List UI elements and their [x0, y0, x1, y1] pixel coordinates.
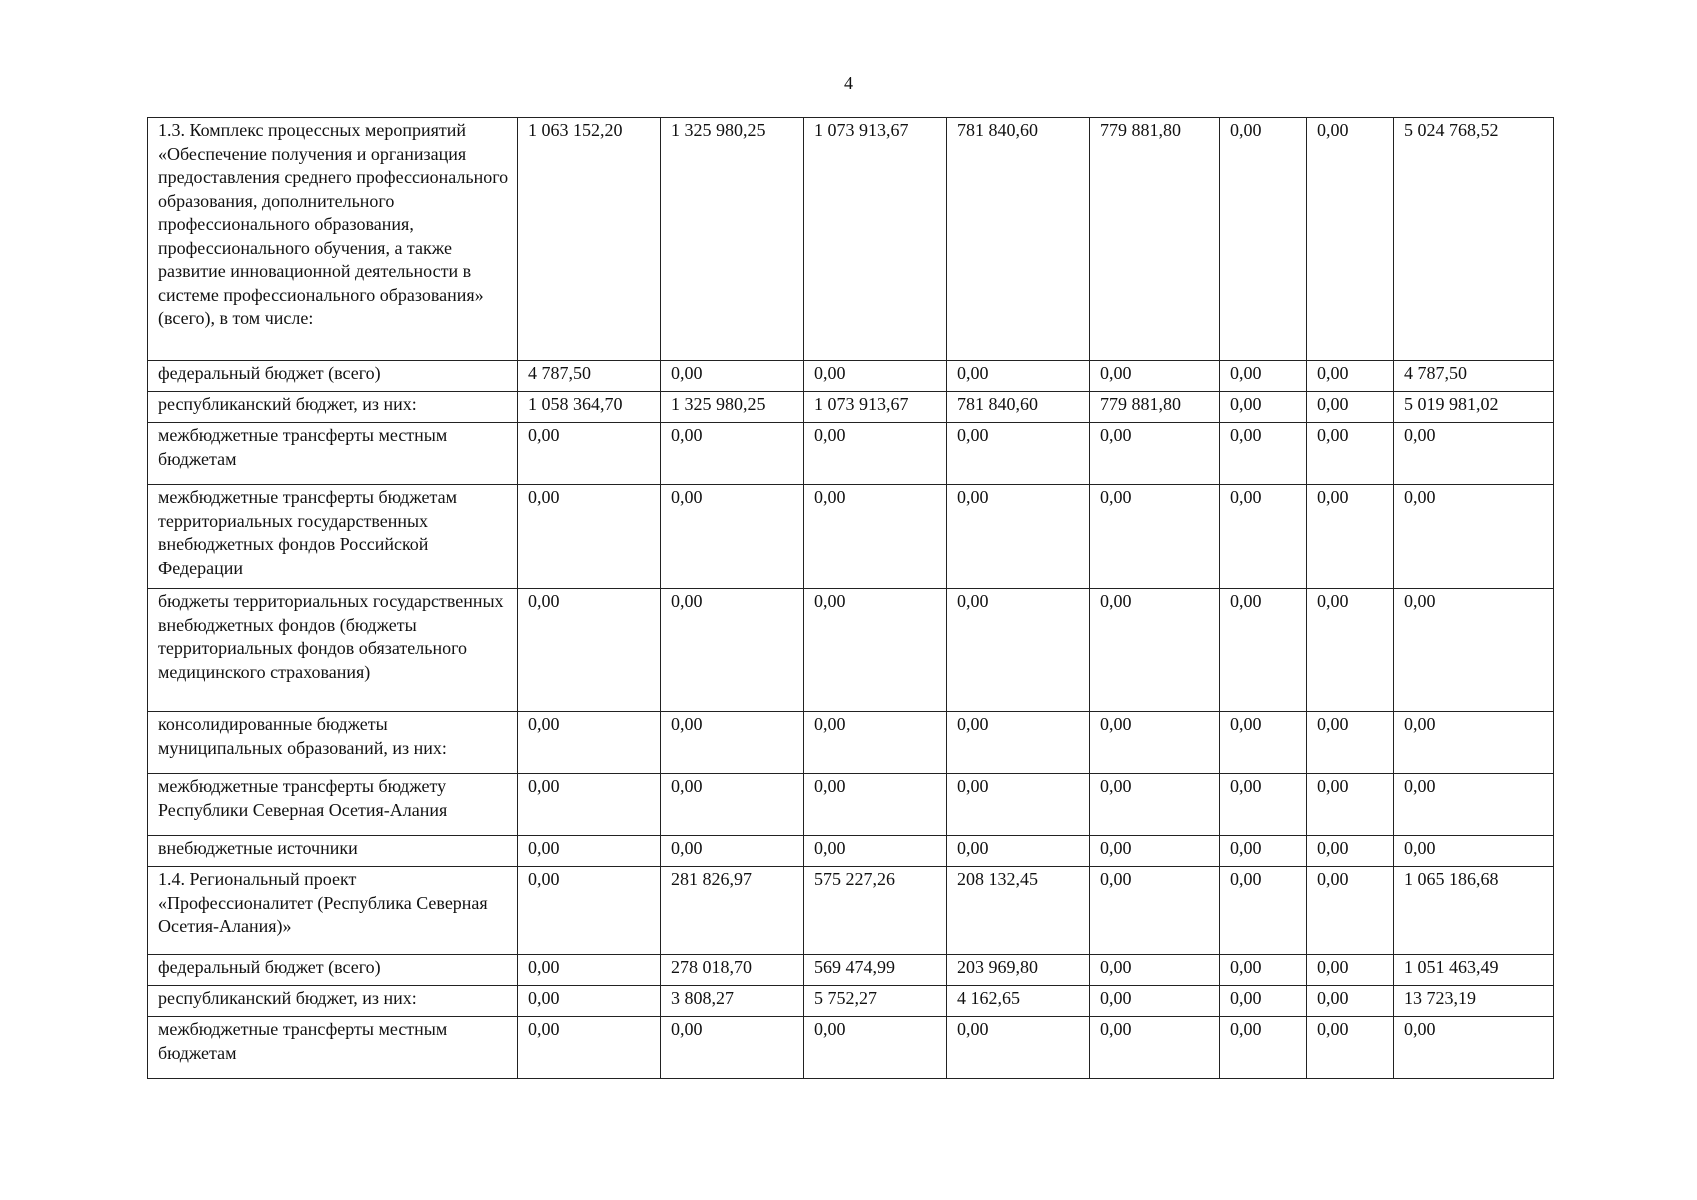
- value-cell: 0,00: [518, 423, 661, 485]
- value-cell: 569 474,99: [804, 955, 947, 986]
- value-cell: 0,00: [804, 774, 947, 836]
- value-cell: 0,00: [1307, 986, 1394, 1017]
- table-row: [148, 1017, 1554, 1079]
- value-cell: 0,00: [1090, 423, 1220, 485]
- value-cell: 0,00: [1220, 836, 1307, 867]
- value-cell: 0,00: [1220, 955, 1307, 986]
- value-cell: 0,00: [1307, 485, 1394, 589]
- value-cell: 0,00: [661, 1017, 804, 1079]
- value-cell: 0,00: [947, 361, 1090, 392]
- value-cell: 0,00: [661, 712, 804, 774]
- value-cell: 278 018,70: [661, 955, 804, 986]
- value-cell: 1 065 186,68: [1394, 867, 1554, 955]
- value-cell: 0,00: [518, 1017, 661, 1079]
- value-cell: 0,00: [518, 867, 661, 955]
- value-cell: 0,00: [518, 485, 661, 589]
- value-cell: 0,00: [1394, 423, 1554, 485]
- value-cell: 0,00: [1307, 774, 1394, 836]
- value-cell: 0,00: [1220, 589, 1307, 712]
- row-label-cell: федеральный бюджет (всего): [148, 361, 518, 392]
- value-cell: 1 051 463,49: [1394, 955, 1554, 986]
- value-cell: 0,00: [661, 361, 804, 392]
- value-cell: 0,00: [1220, 986, 1307, 1017]
- value-cell: 0,00: [1220, 712, 1307, 774]
- value-cell: 779 881,80: [1090, 118, 1220, 361]
- row-label-cell: республиканский бюджет, из них:: [148, 392, 518, 423]
- table-row: [148, 867, 1554, 955]
- value-cell: 0,00: [1394, 485, 1554, 589]
- value-cell: 1 073 913,67: [804, 392, 947, 423]
- value-cell: 779 881,80: [1090, 392, 1220, 423]
- value-cell: 0,00: [804, 485, 947, 589]
- value-cell: 0,00: [1090, 712, 1220, 774]
- table-row: [148, 836, 1554, 867]
- page-number: 4: [844, 73, 853, 93]
- value-cell: 0,00: [947, 589, 1090, 712]
- value-cell: 781 840,60: [947, 118, 1090, 361]
- value-cell: 3 808,27: [661, 986, 804, 1017]
- value-cell: 5 019 981,02: [1394, 392, 1554, 423]
- row-label-cell: федеральный бюджет (всего): [148, 955, 518, 986]
- table-row: [148, 423, 1554, 485]
- table-row: [148, 589, 1554, 712]
- value-cell: 0,00: [947, 712, 1090, 774]
- value-cell: 781 840,60: [947, 392, 1090, 423]
- value-cell: 0,00: [1090, 774, 1220, 836]
- value-cell: 0,00: [1090, 589, 1220, 712]
- value-cell: 0,00: [661, 836, 804, 867]
- value-cell: 0,00: [1090, 1017, 1220, 1079]
- value-cell: 0,00: [1090, 867, 1220, 955]
- value-cell: 0,00: [1090, 955, 1220, 986]
- value-cell: 0,00: [518, 955, 661, 986]
- table-row: [148, 955, 1554, 986]
- value-cell: 0,00: [1307, 423, 1394, 485]
- value-cell: 0,00: [1394, 836, 1554, 867]
- value-cell: 0,00: [947, 836, 1090, 867]
- value-cell: 0,00: [804, 589, 947, 712]
- value-cell: 0,00: [1307, 361, 1394, 392]
- value-cell: 0,00: [1307, 836, 1394, 867]
- value-cell: 13 723,19: [1394, 986, 1554, 1017]
- value-cell: 0,00: [1307, 955, 1394, 986]
- value-cell: 0,00: [1220, 392, 1307, 423]
- table-row: [148, 392, 1554, 423]
- value-cell: 4 787,50: [1394, 361, 1554, 392]
- value-cell: 0,00: [1307, 589, 1394, 712]
- value-cell: 0,00: [947, 485, 1090, 589]
- value-cell: 0,00: [1220, 423, 1307, 485]
- row-label-cell: межбюджетные трансферты бюджету Республики Северная Осетия-Алания: [148, 774, 518, 836]
- value-cell: 0,00: [1394, 1017, 1554, 1079]
- row-label-cell: межбюджетные трансферты местным бюджетам: [148, 1017, 518, 1079]
- value-cell: 1 063 152,20: [518, 118, 661, 361]
- value-cell: 0,00: [1307, 867, 1394, 955]
- value-cell: 0,00: [804, 423, 947, 485]
- value-cell: 0,00: [804, 1017, 947, 1079]
- value-cell: 0,00: [518, 836, 661, 867]
- value-cell: 0,00: [804, 712, 947, 774]
- value-cell: 0,00: [518, 774, 661, 836]
- value-cell: 0,00: [518, 986, 661, 1017]
- value-cell: 0,00: [1090, 361, 1220, 392]
- value-cell: 0,00: [1090, 485, 1220, 589]
- value-cell: 0,00: [1090, 986, 1220, 1017]
- value-cell: 0,00: [1220, 867, 1307, 955]
- value-cell: 1 073 913,67: [804, 118, 947, 361]
- value-cell: 208 132,45: [947, 867, 1090, 955]
- row-label-cell: консолидированные бюджеты муниципальных образований, из них:: [148, 712, 518, 774]
- value-cell: 0,00: [1307, 118, 1394, 361]
- value-cell: 5 752,27: [804, 986, 947, 1017]
- value-cell: 203 969,80: [947, 955, 1090, 986]
- table-row: [148, 361, 1554, 392]
- value-cell: 0,00: [947, 774, 1090, 836]
- value-cell: 5 024 768,52: [1394, 118, 1554, 361]
- row-label-cell: республиканский бюджет, из них:: [148, 986, 518, 1017]
- row-label-cell: межбюджетные трансферты бюджетам территориальных государственных внебюджетных фондов Российской Федерации: [148, 485, 518, 589]
- value-cell: 0,00: [1220, 118, 1307, 361]
- table-row: [148, 712, 1554, 774]
- value-cell: 0,00: [804, 361, 947, 392]
- row-label-cell: 1.4. Региональный проект «Профессионалитет (Республика Северная Осетия-Алания)»: [148, 867, 518, 955]
- value-cell: 0,00: [661, 423, 804, 485]
- value-cell: 0,00: [1220, 1017, 1307, 1079]
- value-cell: 0,00: [804, 836, 947, 867]
- value-cell: 0,00: [1307, 392, 1394, 423]
- value-cell: 0,00: [1394, 589, 1554, 712]
- value-cell: 0,00: [1090, 836, 1220, 867]
- value-cell: 1 325 980,25: [661, 392, 804, 423]
- value-cell: 0,00: [1307, 712, 1394, 774]
- value-cell: 0,00: [947, 1017, 1090, 1079]
- budget-table: [147, 117, 1554, 1079]
- value-cell: 1 325 980,25: [661, 118, 804, 361]
- value-cell: 0,00: [1220, 485, 1307, 589]
- value-cell: 0,00: [661, 774, 804, 836]
- value-cell: 0,00: [1394, 712, 1554, 774]
- table-row: [148, 118, 1554, 361]
- value-cell: 0,00: [518, 712, 661, 774]
- row-label-cell: бюджеты территориальных государственных внебюджетных фондов (бюджеты территориальных фондов обязательного медицинского страхования): [148, 589, 518, 712]
- value-cell: 0,00: [518, 589, 661, 712]
- value-cell: 281 826,97: [661, 867, 804, 955]
- value-cell: 0,00: [1394, 774, 1554, 836]
- value-cell: 0,00: [1307, 1017, 1394, 1079]
- value-cell: 0,00: [661, 485, 804, 589]
- budget-table-body: [148, 118, 1554, 1079]
- value-cell: 4 787,50: [518, 361, 661, 392]
- value-cell: 575 227,26: [804, 867, 947, 955]
- value-cell: 0,00: [1220, 361, 1307, 392]
- value-cell: 4 162,65: [947, 986, 1090, 1017]
- table-row: [148, 986, 1554, 1017]
- value-cell: 0,00: [947, 423, 1090, 485]
- table-row: [148, 485, 1554, 589]
- row-label-cell: межбюджетные трансферты местным бюджетам: [148, 423, 518, 485]
- row-label-cell: 1.3. Комплекс процессных мероприятий «Обеспечение получения и организация предоставления среднего профессионального образования, дополнительного профессионального образования, профессионального обучения, а также развитие инновационной деятельности в системе профессионального образования» (всего), в том числе:: [148, 118, 518, 361]
- value-cell: 0,00: [1220, 774, 1307, 836]
- value-cell: 1 058 364,70: [518, 392, 661, 423]
- row-label-cell: внебюджетные источники: [148, 836, 518, 867]
- table-row: [148, 774, 1554, 836]
- value-cell: 0,00: [661, 589, 804, 712]
